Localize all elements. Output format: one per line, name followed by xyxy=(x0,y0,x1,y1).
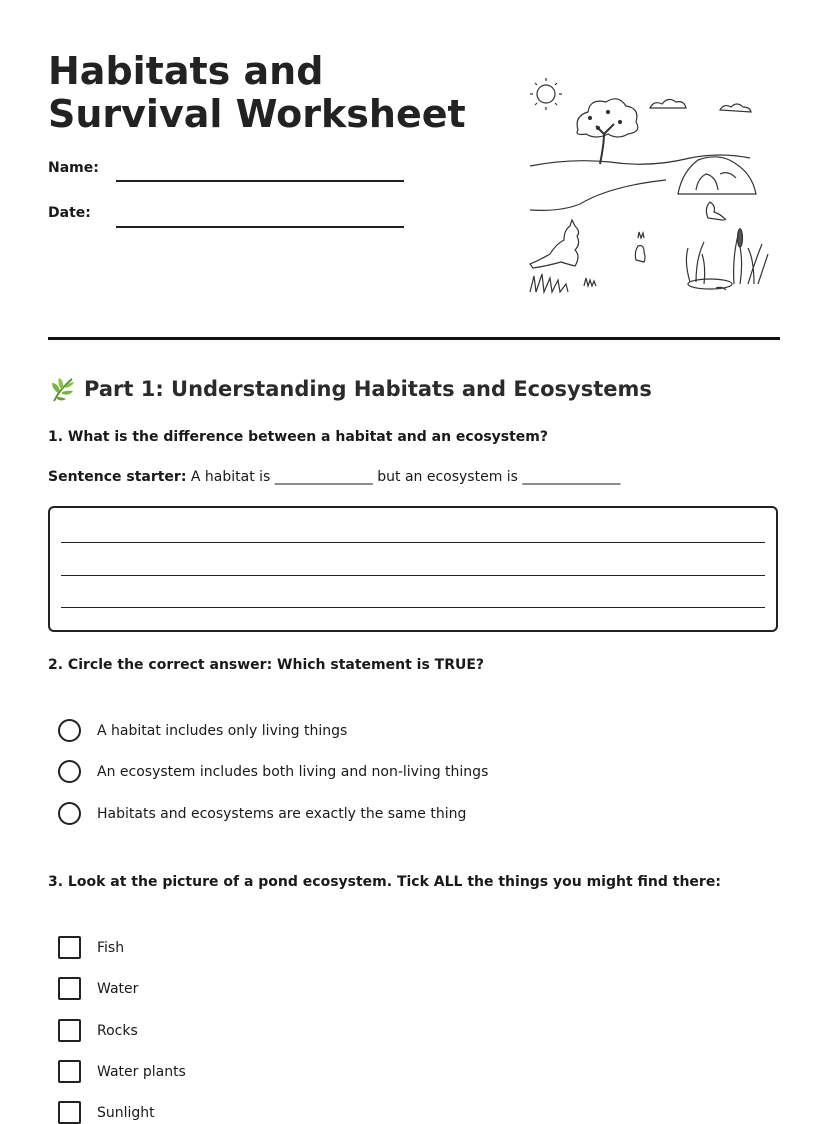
checkbox[interactable] xyxy=(58,977,81,1000)
cloud-icon xyxy=(650,99,686,108)
grass-icon xyxy=(584,278,596,286)
tree-icon xyxy=(577,99,638,164)
checkbox-option[interactable] xyxy=(58,977,138,1000)
checkbox-option-label: Rocks xyxy=(97,1022,138,1039)
leaf-icon xyxy=(48,375,76,403)
sentence-starter-text: A habitat is ______________ but an ecosystem is ______________ xyxy=(190,469,621,485)
grass-icon xyxy=(530,274,568,292)
date-label: Date: xyxy=(48,205,91,221)
checkbox-option-label: Water xyxy=(97,980,139,997)
name-label: Name: xyxy=(48,160,99,176)
section-divider xyxy=(48,337,780,340)
radio-circle[interactable] xyxy=(58,760,81,783)
answer-box[interactable] xyxy=(48,506,778,632)
checkbox[interactable] xyxy=(58,936,81,959)
radio-option[interactable] xyxy=(58,760,488,783)
habitat-illustration xyxy=(520,78,770,306)
answer-line xyxy=(61,542,765,543)
meerkat-icon xyxy=(635,232,645,262)
radio-option-label: Habitats and ecosystems are exactly the same thing xyxy=(97,805,467,822)
rock-icon xyxy=(678,157,756,194)
checkbox[interactable] xyxy=(58,1101,81,1124)
checkbox-option[interactable] xyxy=(58,1060,186,1083)
cloud-icon xyxy=(720,104,751,112)
radio-option[interactable] xyxy=(58,802,466,825)
checkbox[interactable] xyxy=(58,1060,81,1083)
part1-heading xyxy=(48,375,652,403)
radio-circle[interactable] xyxy=(58,802,81,825)
radio-option-label: An ecosystem includes both living and non-living things xyxy=(97,763,489,780)
radio-option-label: A habitat includes only living things xyxy=(97,722,348,739)
question-1: 1. What is the difference between a habitat and an ecosystem? xyxy=(48,429,549,445)
answer-line xyxy=(61,607,765,608)
checkbox[interactable] xyxy=(58,1019,81,1042)
question-2: 2. Circle the correct answer: Which statement is TRUE? xyxy=(48,657,485,673)
kangaroo-icon xyxy=(530,220,579,268)
name-field[interactable] xyxy=(116,180,404,182)
page-title: Habitats and Survival Worksheet xyxy=(48,49,466,136)
answer-line xyxy=(61,575,765,576)
radio-circle[interactable] xyxy=(58,719,81,742)
meerkat-icon xyxy=(706,202,725,220)
part1-heading-text: Part 1: Understanding Habitats and Ecosystems xyxy=(84,377,652,401)
checkbox-option-label: Water plants xyxy=(97,1063,186,1080)
question-3: 3. Look at the picture of a pond ecosystem. Tick ALL the things you might find there: xyxy=(48,874,721,890)
radio-option[interactable] xyxy=(58,719,347,742)
checkbox-option[interactable] xyxy=(58,1101,155,1124)
checkbox-option[interactable] xyxy=(58,1019,138,1042)
checkbox-option-label: Fish xyxy=(97,939,125,956)
checkbox-option-label: Sunlight xyxy=(97,1104,155,1121)
reeds-icon xyxy=(686,228,768,290)
sun-icon xyxy=(530,78,562,110)
date-field[interactable] xyxy=(116,226,404,228)
checkbox-option[interactable] xyxy=(58,936,124,959)
sentence-starter xyxy=(48,469,620,485)
sentence-starter-label: Sentence starter: xyxy=(48,469,187,485)
